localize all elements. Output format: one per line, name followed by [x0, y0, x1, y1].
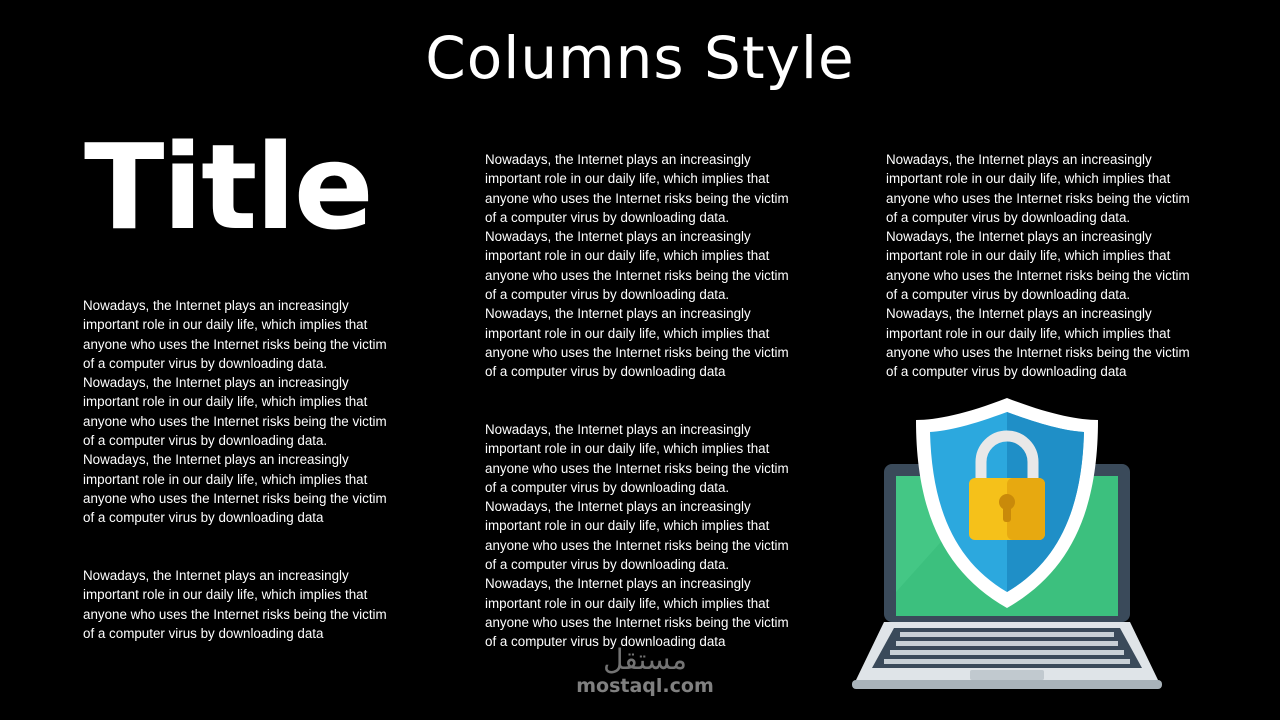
- watermark: [560, 645, 730, 697]
- right-column-paragraph-1: Nowadays, the Internet plays an increasingly important role in our daily life, which implies that anyone who uses the Internet risks being the victim of a computer virus by downloading data. Nowadays, the Internet plays an increasingly important role in our daily life, which implies that anyone who uses the Internet risks being the victim of a computer virus by downloading data. Nowadays, the Internet plays an increasingly important role in our daily life, which implies that anyone who uses the Internet risks being the victim of a computer virus by downloading data: [886, 152, 1190, 380]
- left-column-paragraph-1: Nowadays, the Internet plays an increasingly important role in our daily life, which implies that anyone who uses the Internet risks being the victim of a computer virus by downloading data. Nowadays, the Internet plays an increasingly important role in our daily life, which implies that anyone who uses the Internet risks being the victim of a computer virus by downloading data. Nowadays, the Internet plays an increasingly important role in our daily life, which implies that anyone who uses the Internet risks being the victim of a computer virus by downloading data: [83, 298, 387, 526]
- watermark-arabic: مستقل: [603, 643, 687, 676]
- touchpad: [970, 670, 1044, 680]
- slide-heading: Columns Style: [425, 24, 855, 92]
- laptop-shield-lock-icon: [850, 392, 1165, 697]
- middle-column-paragraph-2: Nowadays, the Internet plays an increasingly important role in our daily life, which implies that anyone who uses the Internet risks being the victim of a computer virus by downloading data. Nowadays, the Internet plays an increasingly important role in our daily life, which implies that anyone who uses the Internet risks being the victim of a computer virus by downloading data. Nowadays, the Internet plays an increasingly important role in our daily life, which implies that anyone who uses the Internet risks being the victim of a computer virus by downloading data: [485, 422, 789, 650]
- column-title: Title: [84, 118, 372, 256]
- middle-column-paragraph-1: Nowadays, the Internet plays an increasingly important role in our daily life, which implies that anyone who uses the Internet risks being the victim of a computer virus by downloading data. Nowadays, the Internet plays an increasingly important role in our daily life, which implies that anyone who uses the Internet risks being the victim of a computer virus by downloading data. Nowadays, the Internet plays an increasingly important role in our daily life, which implies that anyone who uses the Internet risks being the victim of a computer virus by downloading data: [485, 152, 789, 380]
- watermark-latin: mostaql.com: [576, 675, 714, 697]
- left-column-paragraph-2: Nowadays, the Internet plays an increasingly important role in our daily life, which implies that anyone who uses the Internet risks being the victim of a computer virus by downloading data: [83, 568, 387, 641]
